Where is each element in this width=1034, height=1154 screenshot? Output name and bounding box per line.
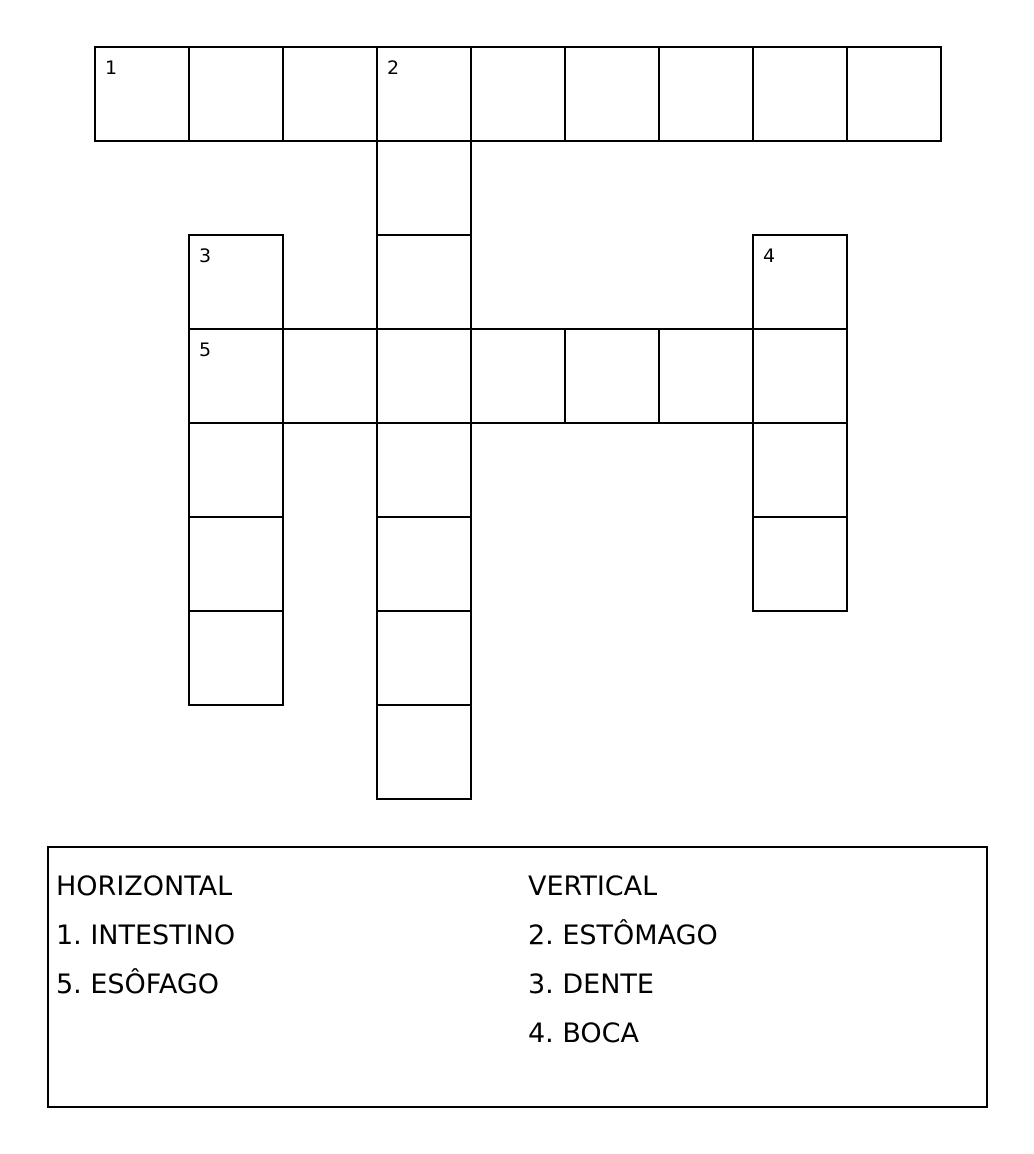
clues-box xyxy=(47,846,988,1108)
clue-item: 2. ESTÔMAGO xyxy=(528,920,718,951)
clues-horizontal xyxy=(56,862,235,1009)
crossword-cell[interactable] xyxy=(752,328,848,424)
crossword-cell[interactable] xyxy=(376,422,472,518)
crossword-cell[interactable] xyxy=(752,46,848,142)
crossword-cell[interactable] xyxy=(376,140,472,236)
clues-vertical-heading: VERTICAL xyxy=(528,871,658,902)
crossword-cell[interactable] xyxy=(846,46,942,142)
crossword-cell[interactable] xyxy=(376,704,472,800)
crossword-cell[interactable] xyxy=(188,328,284,424)
crossword-cell[interactable] xyxy=(376,328,472,424)
crossword-cell[interactable] xyxy=(658,328,754,424)
crossword-cell[interactable] xyxy=(188,422,284,518)
crossword-cell[interactable] xyxy=(752,234,848,330)
crossword-cell[interactable] xyxy=(470,328,566,424)
cell-number: 3 xyxy=(199,245,212,267)
clues-vertical xyxy=(528,862,718,1058)
crossword-cell[interactable] xyxy=(658,46,754,142)
cell-number: 2 xyxy=(387,57,400,79)
crossword-cell[interactable] xyxy=(376,234,472,330)
cell-number: 1 xyxy=(105,57,118,79)
crossword-cell[interactable] xyxy=(376,516,472,612)
crossword-cell[interactable] xyxy=(564,328,660,424)
clue-item: 3. DENTE xyxy=(528,969,654,1000)
crossword-cell[interactable] xyxy=(752,422,848,518)
crossword-cell[interactable] xyxy=(752,516,848,612)
crossword-cell[interactable] xyxy=(188,610,284,706)
clues-horizontal-heading: HORIZONTAL xyxy=(56,871,233,902)
crossword-cell[interactable] xyxy=(94,46,190,142)
cell-number: 5 xyxy=(199,339,212,361)
crossword-cell[interactable] xyxy=(282,328,378,424)
crossword-cell[interactable] xyxy=(188,234,284,330)
clue-item: 4. BOCA xyxy=(528,1018,639,1049)
crossword-cell[interactable] xyxy=(188,46,284,142)
crossword-cell[interactable] xyxy=(188,516,284,612)
crossword-cell[interactable] xyxy=(376,46,472,142)
crossword-cell[interactable] xyxy=(564,46,660,142)
clue-item: 5. ESÔFAGO xyxy=(56,969,220,1000)
crossword-cell[interactable] xyxy=(376,610,472,706)
crossword-cell[interactable] xyxy=(470,46,566,142)
clue-item: 1. INTESTINO xyxy=(56,920,236,951)
crossword-cell[interactable] xyxy=(282,46,378,142)
cell-number: 4 xyxy=(763,245,776,267)
